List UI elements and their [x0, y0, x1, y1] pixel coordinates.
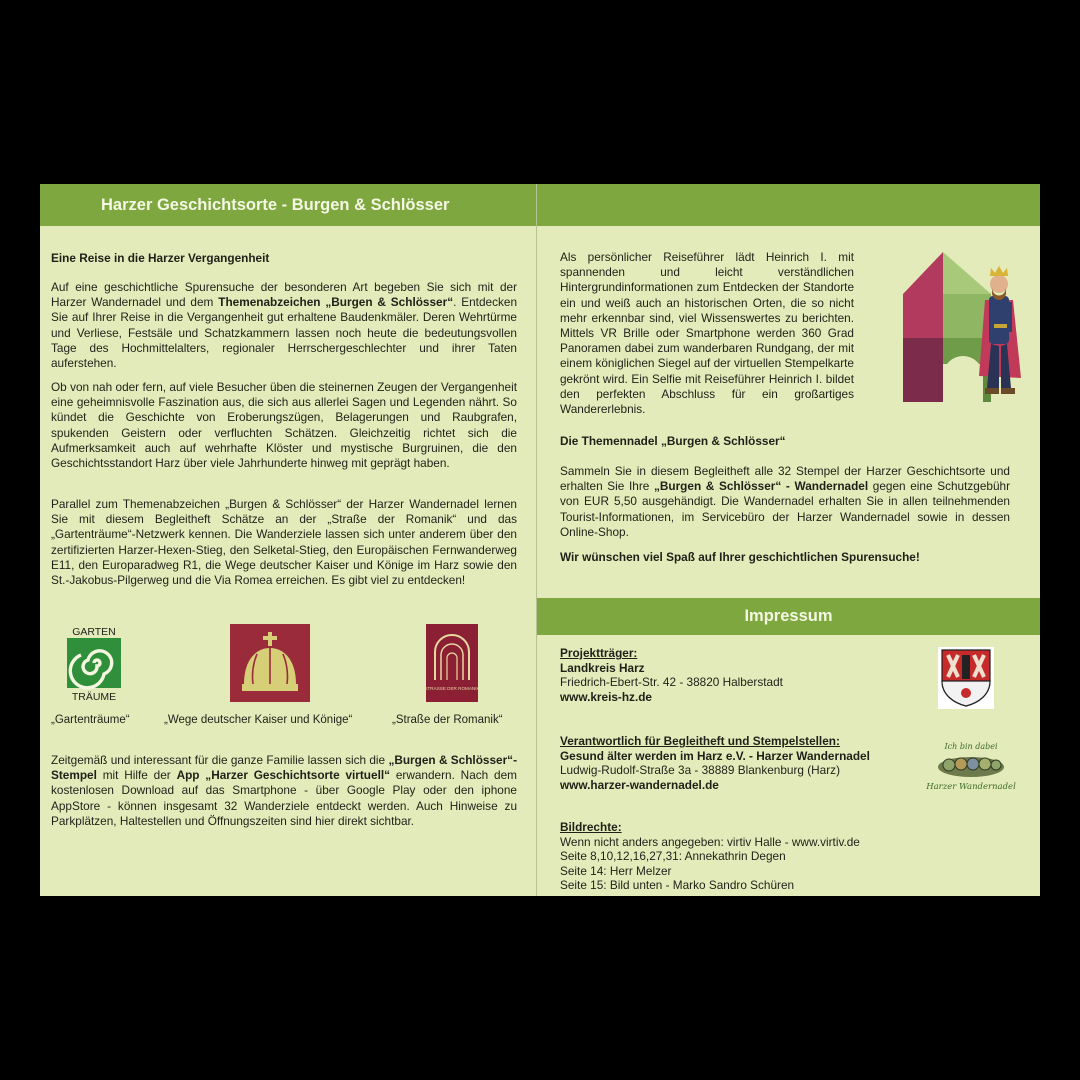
bildrechte-line: Seite 8,10,12,16,27,31: Annekathrin Degen: [560, 849, 786, 864]
romanik-logo-text: STRASSE DER ROMANIK: [424, 686, 480, 691]
crown-logo: [230, 624, 310, 702]
app-text-e: erwandern. Nach dem kostenlosen Download auf das Smartphone - über Google Play oder den iphone AppStore - können insgesamt 32 Wanderziele entdeckt werden. Auch Hinweise zu Parkplätzen, Haltestellen und Öffnungszeiten sind hier direkt sichtbar.: [51, 768, 517, 828]
intro-paragraph: [51, 280, 517, 371]
app-paragraph: [51, 753, 517, 829]
bildrechte-line: Seite 15: Bild unten - Marko Sandro Schüren: [560, 878, 795, 893]
impressum-header: Impressum: [537, 598, 1040, 635]
logo-caption-kaiser: „Wege deutscher Kaiser und Könige“: [164, 714, 353, 726]
gartentraeume-logo-text-bottom: TRÄUME: [71, 691, 117, 703]
bildrechte-label: Bildrechte:: [560, 820, 622, 834]
page-title: Harzer Geschichtsorte - Burgen & Schlösser: [40, 184, 536, 226]
gartentraeume-logo-text-top: GARTEN: [72, 626, 116, 638]
themennadel-text-c: gegen eine Schutzgebühr von EUR 5,50 ausgehändigt. Die Wandernadel erhalten Sie in allen teilnehmenden Tourist-Informationen, im Servicebüro der Harzer Wandernadel sowie in dessen Online-Shop.: [560, 479, 1010, 539]
bildrechte-line: Seite 14: Herr Melzer: [560, 863, 672, 878]
bildrechte-line: Wenn nicht anders angegeben: virtiv Halle - www.virtiv.de: [560, 834, 860, 849]
traeger-web-link[interactable]: www.kreis-hz.de: [560, 689, 652, 704]
app-text-a: Zeitgemäß und interessant für die ganze Familie lassen sich die: [51, 753, 389, 767]
header-band: [537, 184, 1040, 226]
themennadel-text-a: Sammeln Sie in diesem Begleitheft alle 32 Stempel der Harzer Geschichtsorte und erhalten Sie Ihre: [560, 464, 1010, 494]
app-text-bold-stamp: „Burgen & Schlösser“-Stempel: [51, 753, 517, 783]
landkreis-coat-of-arms: [938, 647, 994, 709]
romanik-logo: [426, 624, 478, 702]
intro-text-c: . Entdecken Sie auf Ihrer Reise in die Vergangenheit gut erhaltene Baudenkmäler. Deren Wehrtürme und Verliese, Festsäle und Schatzkammern lassen noch heute die bedeutungsvollen Tage des Hochmittelalters, regionaler Herrschergeschlechter und ihrer Taten auferstehen.: [51, 295, 517, 371]
verantwortlich-name: Gesund älter werden im Harz e.V. - Harzer Wandernadel: [560, 748, 870, 763]
themennadel-text-bold: „Burgen & Schlösser“ - Wandernadel: [653, 479, 869, 494]
legends-paragraph: Ob von nah oder fern, auf viele Besucher üben die steinernen Zeugen der Vergangenheit eine geheimnisvolle Faszination aus, die sich aus allerlei Sagen und Legenden nährt. So kündet die Geschichte von Eroberungszügen, Belagerungen und Raubgrafen, spukenden Geistern oder verfluchten Schätzen. Gleichzeitig richtet sich die Aufmerksamkeit auch auf wehrhafte Klöster und mystische Burgruinen, die den Geschichtsstandort Harz über viele Jahrhunderte hinweg mit geprägt haben.: [51, 380, 517, 471]
themennadel-paragraph: [560, 464, 1010, 540]
heinrich-illustration: [903, 250, 1027, 414]
bildrechte-block: [560, 820, 860, 893]
traeger-address: Friedrich-Ebert-Str. 42 - 38820 Halberstadt: [560, 675, 783, 690]
logo-caption-romanik: „Straße der Romanik“: [392, 714, 503, 726]
heinrich-paragraph: Als persönlicher Reiseführer lädt Heinrich I. mit spannenden und leicht verständlichen Hintergrundinformationen zum Entdecken der Standorte ein und weiß auch an historischen Orten, die so nicht mehr erkennbar sind, viel Wissenswertes zu berichten. Mittels VR Brille oder Smartphone werden 360 Grad Panoramen dabei zum wanderbaren Rundgang, der mit einem königlichen Siegel auf der virtuellen Stempelkarte gekrönt wird. Ein Selfie mit Reiseführer Heinrich I. bildet den perfekten Abschluss für ein großartiges Wandererlebnis.: [560, 250, 854, 417]
traeger-label: Projektträger:: [560, 646, 638, 660]
verantwortlich-web-link[interactable]: www.harzer-wandernadel.de: [560, 777, 719, 792]
verantwortlich-block: [560, 734, 870, 792]
traeger-name: Landkreis Harz: [560, 660, 645, 675]
routes-paragraph: Parallel zum Themenabzeichen „Burgen & Schlösser“ der Harzer Wandernadel lernen Sie mit diesem Begleitheft Schätze an der „Straße der Romanik“ und das „Gartenträume“-Netzwerk kennen. Die Wanderziele lassen sich unter anderem über den zertifizierten Harzer-Hexen-Stieg, den Selketal-Stieg, den Europäischen Fernwanderweg E11, den Europaradweg R1, die Wege deutscher Kaiser und Könige im Harz sowie den St.-Jakobus-Pilgerweg und die Via Romea erreichen. Es gibt viel zu entdecken!: [51, 497, 517, 588]
intro-text-a: Auf eine geschichtliche Spurensuche der besonderen Art begeben Sie sich mit der Harzer Wandernadel und dem: [51, 280, 517, 310]
gartentraeume-logo: [63, 624, 125, 702]
wandernadel-logo-text-top: Ich bin dabei: [944, 742, 998, 751]
verantwortlich-address: Ludwig-Rudolf-Straße 3a - 38889 Blankenburg (Harz): [560, 763, 840, 778]
left-page: [40, 184, 536, 896]
logo-caption-gartentraeume: „Gartenträume“: [51, 714, 130, 726]
closing-line: Wir wünschen viel Spaß auf Ihrer geschichtlichen Spurensuche!: [560, 550, 920, 564]
traeger-block: [560, 646, 783, 704]
app-text-c: mit Hilfe der: [96, 768, 177, 783]
verantwortlich-label: Verantwortlich für Begleitheft und Stempelstellen:: [560, 734, 840, 748]
themennadel-heading: Die Themennadel „Burgen & Schlösser“: [560, 434, 786, 448]
app-text-bold-app: App „Harzer Geschichtsorte virtuell“: [176, 768, 391, 783]
wandernadel-logo-text-bottom: Harzer Wandernadel: [926, 782, 1016, 792]
subheading: Eine Reise in die Harzer Vergangenheit: [51, 251, 270, 265]
wandernadel-logo: [926, 740, 1016, 792]
right-page: [537, 184, 1040, 896]
intro-text-bold: Themenabzeichen „Burgen & Schlösser“: [218, 295, 454, 310]
